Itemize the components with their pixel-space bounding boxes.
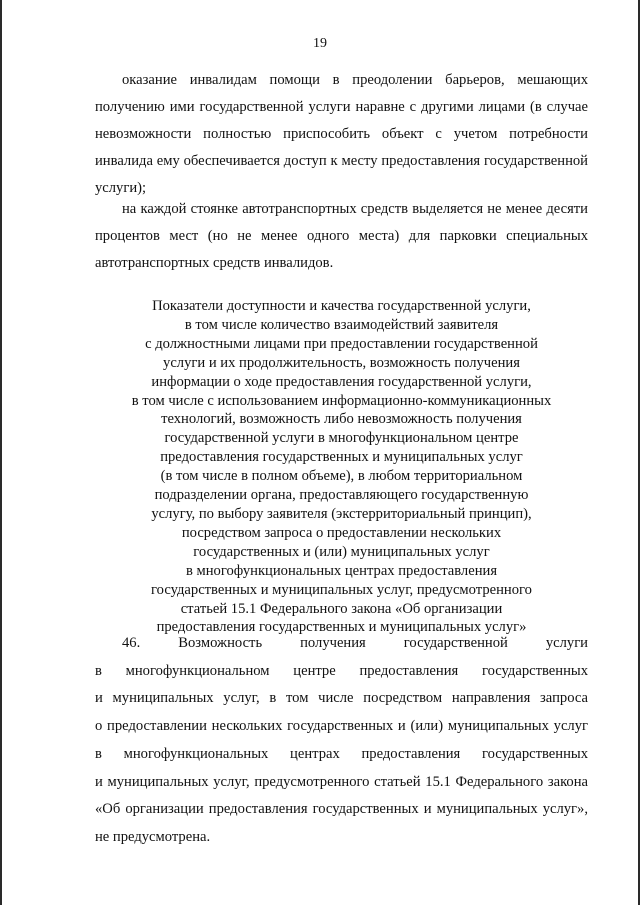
heading-line: с должностными лицами при предоставлении государственной — [145, 335, 538, 352]
heading-line: государственных и муниципальных услуг, предусмотренного — [151, 581, 532, 598]
paragraph-46-mfc-availability — [95, 630, 588, 852]
paragraph-46-line: и муниципальных услуг, предусмотренного статьей 15.1 Федерального закона — [95, 773, 588, 790]
page-number: 19 — [313, 36, 327, 51]
heading-line: подразделении органа, предоставляющего государственную — [154, 487, 529, 504]
paragraph-46-line: в многофункциональном центре предоставления государственных — [95, 662, 588, 679]
heading-line: государственной услуги в многофункциональном центре — [164, 430, 519, 447]
heading-line: предоставления государственных и муниципальных услуг» — [156, 619, 527, 636]
heading-line: услуги и их продолжительность, возможность получения — [163, 354, 520, 371]
heading-line: посредством запроса о предоставлении нескольких — [181, 524, 502, 541]
heading-line: в многофункциональных центрах предоставления — [185, 562, 498, 579]
heading-line: государственных и (или) муниципальных услуг — [193, 543, 490, 560]
paragraph-46-line: «Об организации предоставления государственных и муниципальных услуг», — [95, 801, 588, 818]
heading-line: Показатели доступности и качества государственной услуги, — [152, 298, 531, 314]
paragraph-46-line: не предусмотрена. — [95, 828, 211, 845]
heading-line: предоставления государственных и муниципальных услуг — [160, 449, 523, 466]
paragraph-46-line: о предоставлении нескольких государственных и (или) муниципальных услуг — [95, 718, 588, 735]
section-heading — [95, 297, 588, 637]
paragraph-46-line: 46. Возможность получения государственной услуги — [122, 635, 588, 651]
page-left-edge — [0, 0, 2, 905]
heading-line: услугу, по выбору заявителя (экстерриториальный принцип), — [151, 505, 532, 522]
heading-line: информации о ходе предоставления государственной услуги, — [151, 373, 532, 390]
paragraph-46-line: и муниципальных услуг, в том числе посредством направления запроса — [95, 690, 588, 707]
heading-line: (в том числе в полном объеме), в любом территориальном — [160, 468, 523, 485]
paragraph-parking-spaces: на каждой стоянке автотранспортных средств выделяется не менее десяти процентов мест (но не менее одного места) для парковки специальных автотранспортных средств инвалидов. — [95, 201, 588, 271]
heading-line: в том числе с использованием информационно-коммуникационных — [131, 392, 552, 409]
paragraph-assistance-to-disabled: оказание инвалидам помощи в преодолении барьеров, мешающих получению ими государственной услуги наравне с другими лицами (в случае невозможности полностью приспособить объект с учетом потребности инвалида ему обеспечивается доступ к месту предоставления государственной услуги); — [95, 72, 588, 196]
paragraph-46-line: в многофункциональных центрах предоставления государственных — [95, 745, 588, 762]
heading-line: в том числе количество взаимодействий заявителя — [184, 316, 499, 333]
heading-line: статьей 15.1 Федерального закона «Об организации — [180, 600, 503, 617]
heading-line: технологий, возможность либо невозможность получения — [161, 411, 522, 428]
